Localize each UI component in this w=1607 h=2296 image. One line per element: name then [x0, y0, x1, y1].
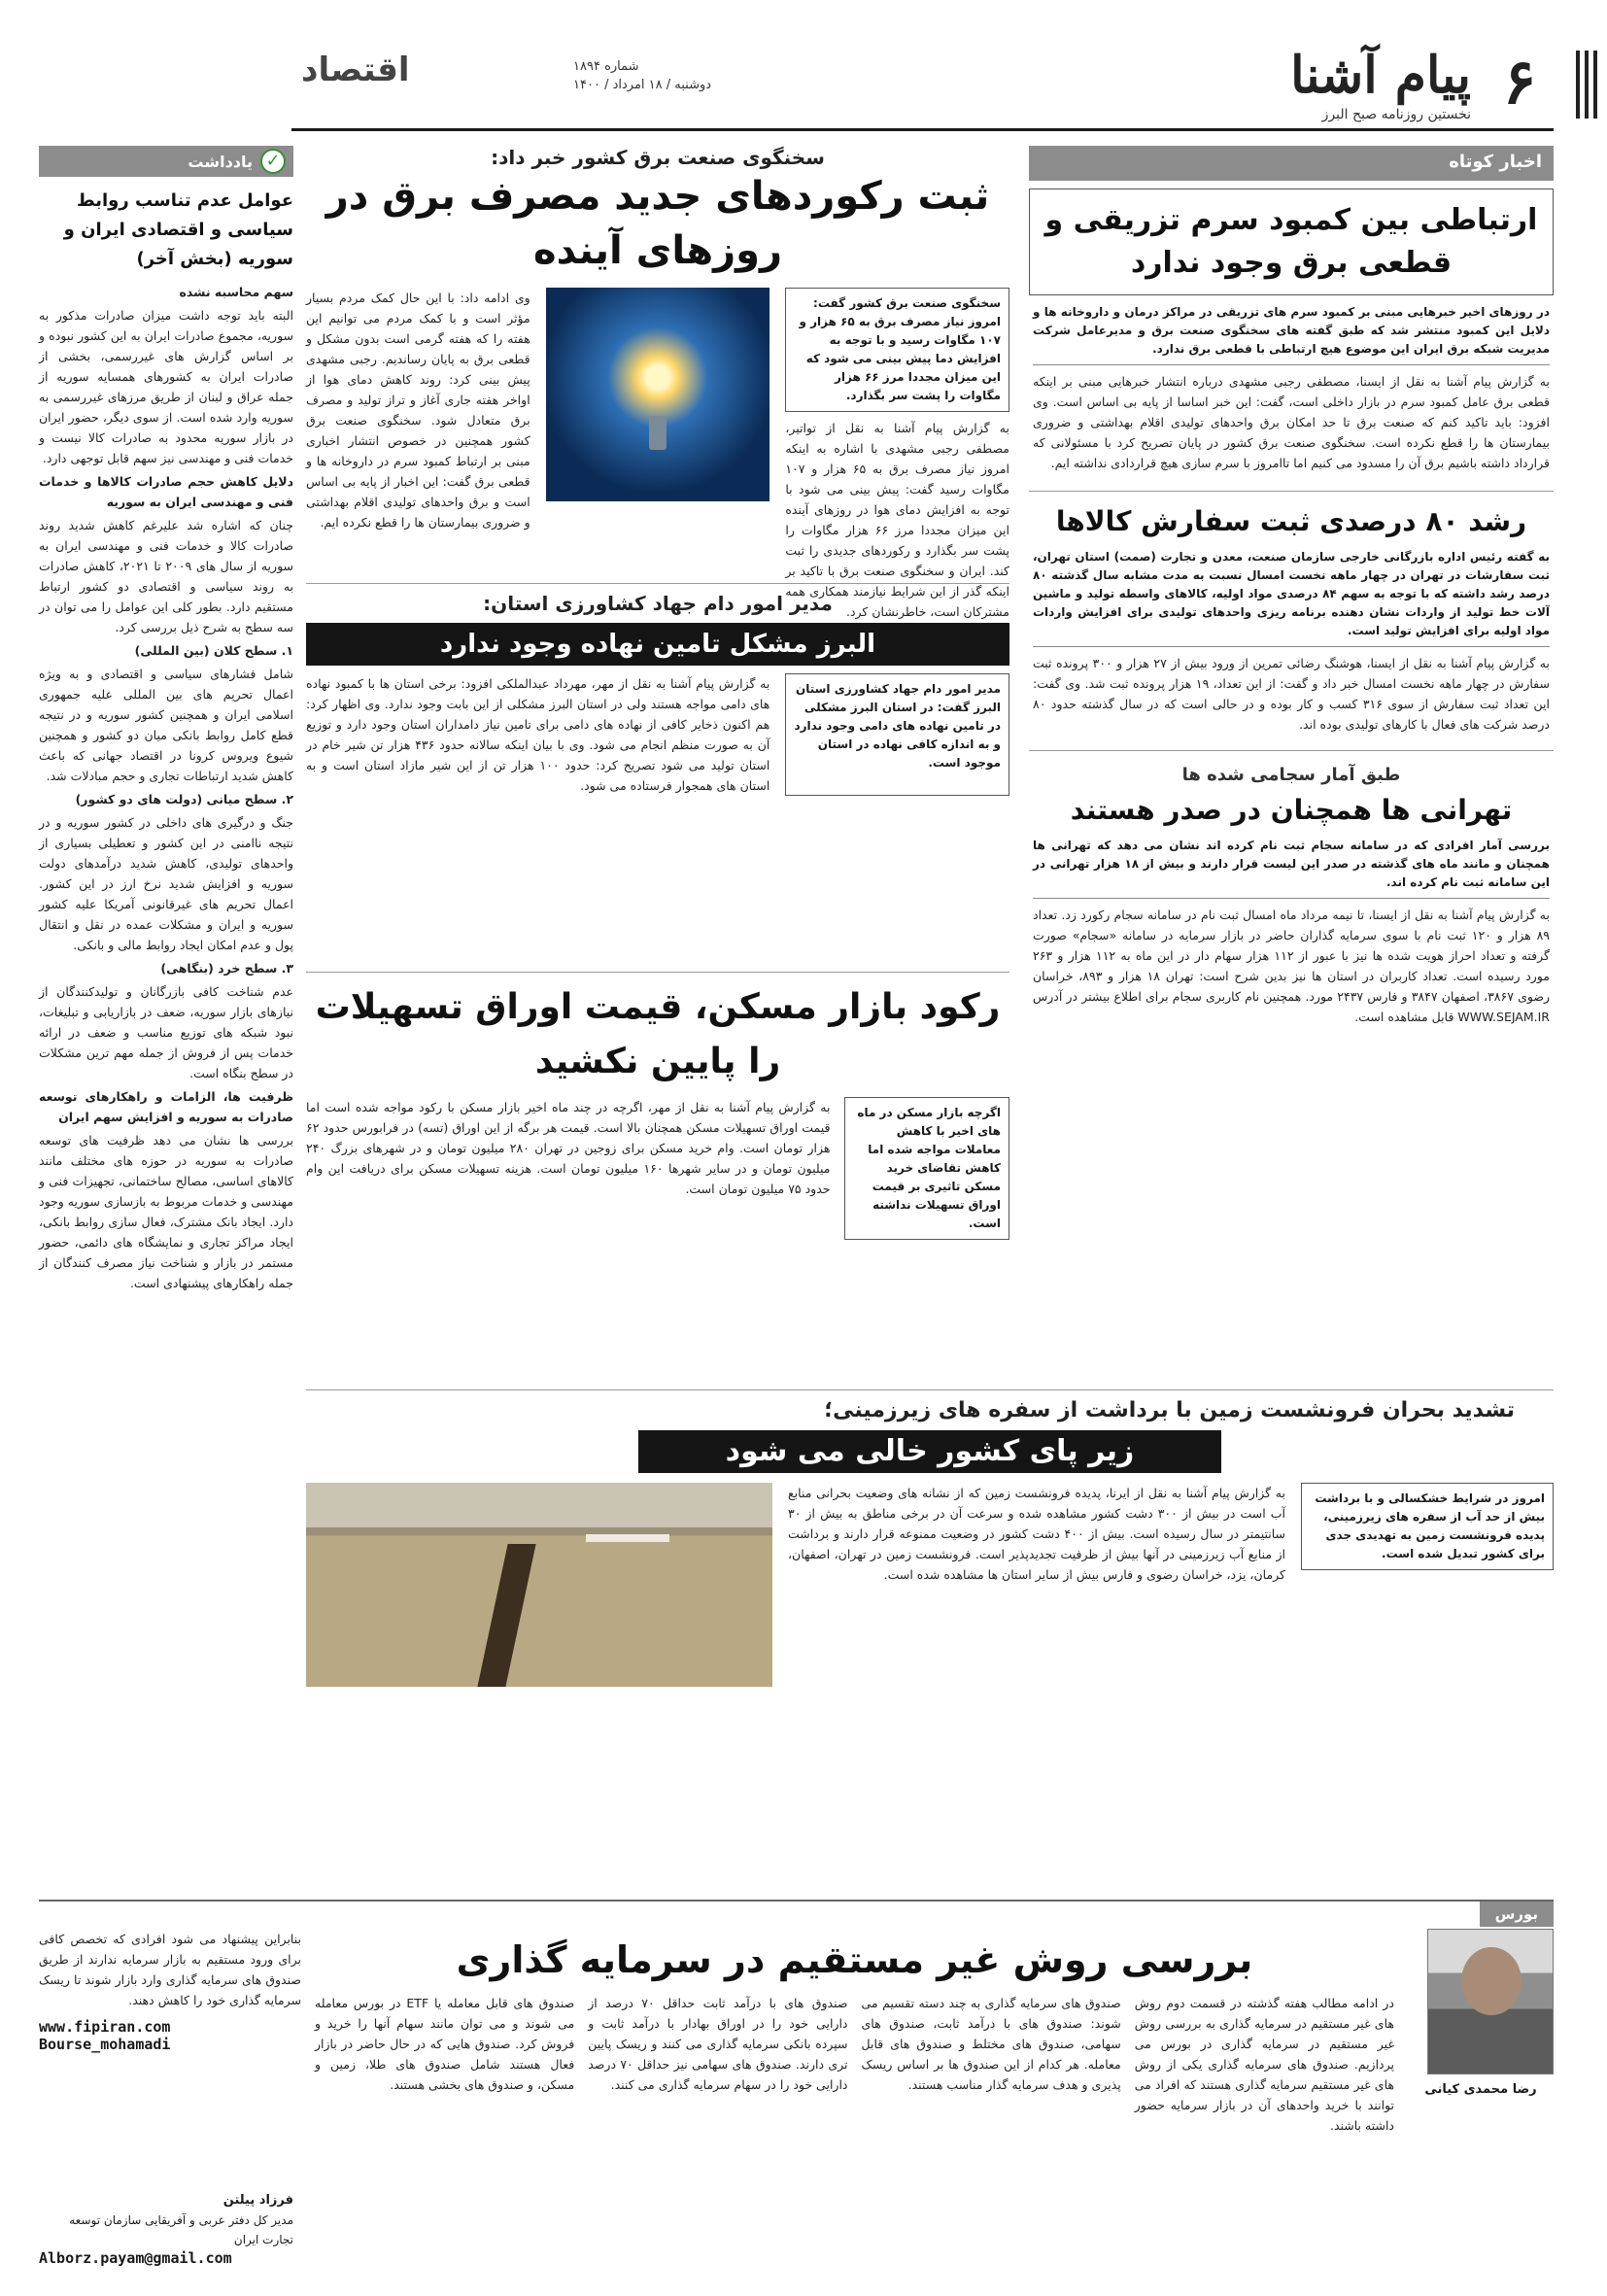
story-summary: به گفته رئیس اداره بازرگانی خارجی سازمان صنعت، معدن و تجارت (صمت) استان تهران، ثبت سفارشات در تهران در چهار ماهه نخست امسال نسبت به مدت مشابه سال گذشته ۸۰ درصد رشد داشته که با توجه به سهم ۸۴ درصدی مواد اولیه، کالاهای واسطه تولید و ماشین آلات خط تولید از واردات نشان دهنده برنامه ریزی واحدهای تولیدی برای افزایش واردات مواد اولیه برای افزایش تولید است.	[1033, 548, 1550, 647]
divider	[1029, 491, 1554, 492]
bourse-headline: بررسی روش غیر مستقیم در سرمایه گذاری	[456, 1938, 1253, 1981]
paragraph: صندوق های سرمایه گذاری به چند دسته تقسیم می شوند: صندوق های با درآمد ثابت، صندوق های سهامی، صندوق های مختلط و صندوق های قابل معامله. هر کدام از این صندوق ها بر اساس ریسک پذیری و هدف سرمایه گذار مناسب هستند.	[861, 1996, 1121, 2092]
subhead: دلایل کاهش حجم صادرات کالاها و خدمات فنی و مهندسی ایران به سوریه	[39, 474, 293, 509]
paragraph: صندوق های قابل معامله یا ETF در بورس معامله می شوند و می توان مانند سهام آنها را خرید و فروش کرد. صندوق هایی که در حال حاضر در بازار فعال هستند شامل صندوق های طلا، زمین و مسکن، و صندوق های بخشی هستند.	[315, 1996, 575, 2092]
paragraph: جنگ و درگیری های داخلی در کشور سوریه و در نتیجه ناامنی در این کشور و تعطیلی بسیاری از واحدهای تولیدی، کاهش شدید درآمدهای دولت سوریه و افزایش شدید نرخ ارز در این کشور. اعمال تحریم های غیرقانونی آمریکا علیه کشور سوریه و ایران و مشکلات عمده در نقل و انتقال پول و عدم امکان ایجاد روابط مالی و بانکی.	[39, 815, 293, 952]
paragraph: در ادامه مطالب هفته گذشته در قسمت دوم روش های غیر مستقیم در سرمایه گذاری به بررسی روش غیر مستقیم در سرمایه گذاری در بورس می پردازیم. صندوق های سرمایه گذاری یکی از روش های غیر مستقیم سرمایه گذاری هستند که افراد می توانند با خرید واحدهای آن در بازار سرمایه حضور داشته باشند.	[1134, 1996, 1394, 2133]
bourse-section	[39, 1900, 1554, 2240]
bourse-bar	[39, 1900, 1554, 1929]
story-summary: امروز در شرایط خشکسالی و با برداشت بیش از حد آب از سفره های زیرزمینی، پدیده فرونشست زمین به تهدیدی جدی برای کشور تبدیل شده است.	[1301, 1483, 1554, 1570]
housing-story	[306, 972, 1009, 1380]
story-body: به گزارش پیام آشنا به نقل از ایسنا، مصطفی رجبی مشهدی درباره انتشار خبرهایی مبنی بر اینکه قطعی برق عامل کمبود سرم در بازار داخلی است، گفت: این خبر اساسا از پایه بی اساس است. وی افزود: باید تاکید کنم که صنعت برق تا حد امکان برق واحدهای تولیدی اقلام بهداشتی و ضروری بیمارستان ها را قطع نکرده است. سخنگوی صنعت برق کشور در پایان تصریح کرد با مسئولانی که قرارداد داشته باشیم برق آن را مسدود می کنیم اما تاامروز با سرم سازی هیچ قراردادی نداشته ایم.	[1033, 374, 1550, 470]
bourse-label: بورس	[1480, 1902, 1554, 1927]
subhead: سهم محاسبه نشده	[179, 285, 293, 299]
instagram-handle[interactable]: Bourse_mohamadi	[39, 2036, 171, 2053]
story-summary: مدیر امور دام جهاد کشاورزی استان البرز گفت: در استان البرز مشکلی در تامین نهاده های دامی وجود ندارد و به اندازه کافی نهاده در استان موجود است.	[785, 673, 1009, 796]
opinion-label-bar	[39, 146, 293, 177]
author-name: فرزاد پیلتن	[222, 2193, 293, 2208]
story-body: وی ادامه داد: با این حال کمک مردم بسیار مؤثر است و با کمک مردم می توانیم این هفته را که هفته گرمی است بدون مشکل و قطعی برق به پایان رساندیم. رجبی مشهدی پیش بینی کرد: روند کاهش دمای هوا از اواخر هفته جاری آغاز و تراز تولید و مصرف برق متعادل شود. سخنگوی صنعت برق کشور همچنین در خصوص انتشار اخباری مبنی بر ارتباط کمبود سرم در داروخانه ها و قطعی برق گفت: این اخبار از پایه بی اساس است و برق واحدهای تولیدی اقلام بهداشتی و ضروری بیمارستان ها را قطع نکرده ایم.	[306, 291, 530, 530]
author-photo	[1427, 1929, 1554, 2074]
paragraph: بنابراین پیشنهاد می شود افرادی که تخصص کافی برای ورود مستقیم به بازار سرمایه ندارند از طریق صندوق های سرمایه گذاری وارد بازار شوند تا ریسک سرمایه گذاری خود را کاهش دهند.	[39, 1932, 301, 2007]
subhead: ظرفیت ها، الزامات و راهکارهای توسعه صادرات به سوریه و افزایش سهم ایران	[39, 1089, 293, 1124]
story-kicker: تشدید بحران فرونشست زمین با برداشت از سفره های زیرزمینی؛	[824, 1398, 1515, 1422]
paragraph: صندوق های با درآمد ثابت حداقل ۷۰ درصد از دارایی خود را در اوراق بهادار با درآمد ثابت و سپرده بانکی سرمایه گذاری می کنند و ریسک پایین تری دارند. صندوق های سهامی نیز حداقل ۷۰ درصد دارایی خود را در سهام سرمایه گذاری می کنند.	[588, 1996, 848, 2092]
paragraph: البته باید توجه داشت میزان صادرات مذکور به سوریه، مجموع صادرات ایران به این کشور نبوده و بر اساس گزارش های غیررسمی، بخشی از صادرات ایران به کشورهای همسایه سوریه از جمله عراق و لبنان از طریق مرزهای غیررسمی به سوریه وارد شده است. از سوی دیگر، حضور ایران در بازار سوریه محدود به صادرات کالا نیست و خدمات فنی و مهندسی نیز سهم قابل توجهی دارد.	[39, 308, 293, 465]
story-headline: ثبت رکوردهای جدید مصرف برق در روزهای آینده	[325, 174, 990, 273]
story-kicker: طبق آمار سجامی شده ها	[1181, 765, 1401, 785]
masthead	[291, 39, 1554, 131]
page-number: ۶	[1502, 46, 1537, 119]
story-summary: اگرچه بازار مسکن در ماه های اخیر با کاهش معاملات مواجه شده اما کاهش تقاضای خرید مسکن تاثیری بر قیمت اوراق تسهیلات نداشته است.	[844, 1097, 1010, 1240]
story-summary: بررسی آمار افرادی که در سامانه سجام ثبت نام کرده اند نشان می دهد که تهرانی ها همچنان و مانند ماه های گذشته در صدر این لیست قرار دارند و بیش از ۱۸ هزار تهرانی در این سامانه ثبت نام کرده اند.	[1033, 837, 1550, 899]
paragraph: چنان که اشاره شد علیرغم کاهش شدید روند صادرات کالا و خدمات فنی و مهندسی ایران به سوریه از سال های ۲۰۰۹ تا ۲۰۲۱، کاهش صادرات به روند سیاسی و اقتصادی دو کشور ارتباط مستقیم دارد. بطور کلی این عوامل را می توان در سه سطح به شرح ذیل بررسی کرد.	[39, 518, 293, 634]
ground-crack-image	[306, 1483, 772, 1687]
story-headline: زیر پای کشور خالی می شود	[638, 1430, 1221, 1473]
divider	[1029, 750, 1554, 751]
opinion-author-block	[39, 2191, 293, 2269]
story-headline: ارتباطی بین کمبود سرم تزریقی و قطعی برق وجود ندارد	[1044, 203, 1538, 280]
story-body: به گزارش پیام آشنا به نقل از ایرنا، پدیده فرونشست زمین که از نشانه های وضعیت بحرانی منابع آب است در بیش از ۳۰۰ دشت کشور مشاهده شده و سرعت آن در برخی مناطق به بیش از ۳۰ سانتیمتر در سال رسیده است. بیش از ۴۰۰ دشت کشور در وضعیت ممنوعه قرار دارند و برداشت از منابع آب زیرزمینی در آنها بیش از ظرفیت تجدیدپذیر است. فرونشست زمین در تهران، اصفهان، کرمان، یزد، خراسان رضوی و فارس بیش از سایر استان ها مشاهده شده است.	[788, 1486, 1285, 1582]
story-headline: رکود بازار مسکن، قیمت اوراق تسهیلات را پایین نکشید	[315, 987, 1001, 1081]
story-body: به گزارش پیام آشنا به نقل از مهر، اگرچه در چند ماه اخیر بازار مسکن با رکود مواجه شده است اما قیمت اوراق تسهیلات مسکن همچنان بالا است. قیمت هر برگه از این اوراق (تسه) در فرابورس حدود ۶۲ هزار تومان است. وام خرید مسکن برای زوجین در تهران ۲۸۰ میلیون تومان و در شهرهای بزرگ ۲۴۰ میلیون تومان و در سایر شهرها ۱۶۰ میلیون تومان است. هزینه تسهیلات مسکن برای دریافت این وام حدود ۷۵ میلیون تومان است.	[306, 1100, 831, 1196]
story-kicker: سخنگوی صنعت برق کشور خبر داد:	[491, 146, 825, 169]
story-body: به گزارش پیام آشنا به نقل از ایسنا، هوشنگ رضائی تمرین از ورود بیش از ۲۷ هزار و ۳۰۰ پرونده ثبت سفارش در چهار ماهه نخست امسال خبر داد و گفت: از این تعداد، ۱۹ هزار پرونده ثبت شد. وی گفت: این تعداد ثبت سفارش از سوی ۳۱۶ کسب و کار بوده و در حالی است که در سال گذشته حدود ۸۰ درصد شرکت های فعال با کارهای تولیدی بوده اند.	[1033, 656, 1550, 732]
opinion-title: عوامل عدم تناسب روابط سیاسی و اقتصادی ایران و سوریه (بخش آخر)	[63, 190, 293, 269]
email-address[interactable]: Alborz.payam@gmail.com	[39, 2249, 232, 2267]
newspaper-logo: پیام آشنا	[1290, 46, 1471, 105]
subhead: ۲. سطح میانی (دولت های دو کشور)	[75, 792, 293, 806]
story-headline: تهرانی ها همچنان در صدر هستند	[1070, 794, 1513, 826]
opinion-label: یادداشت	[188, 152, 253, 171]
subhead: ۳. سطح خرد (بنگاهی)	[160, 961, 293, 976]
issue-number: شماره ۱۸۹۴	[573, 59, 639, 74]
lightbulb-image	[546, 288, 770, 501]
subhead: ۱. سطح کلان (بین المللی)	[134, 643, 293, 658]
paragraph: بررسی ها نشان می دهد ظرفیت های توسعه صادرات به سوریه در حوزه های مختلف مانند کالاهای اساسی، مصالح ساختمانی، تجهیزات فنی و مهندسی و خدمات مربوط به بازسازی سوریه وجود دارد. ایجاد بانک مشترک، فعال سازی روابط بانکی، ایجاد مراکز تجاری و نمایشگاه های دائمی، حضور مستمر در بازار و شناخت نیاز مصرف کنندگان از جمله راهکارهای پیشنهادی است.	[39, 1133, 293, 1290]
story-summary: سخنگوی صنعت برق کشور گفت: امروز نیاز مصرف برق به ۶۵ هزار و ۱۰۷ مگاوات رسید و با توجه به افزایش دما پیش بینی می شود که این میزان مجددا مرز ۶۶ هزار مگاوات را پشت سر بگذارد.	[785, 288, 1009, 412]
story-kicker: مدیر امور دام جهاد کشاورزی استان:	[483, 592, 833, 615]
story-body: به گزارش پیام آشنا به نقل از تواتیر، مصطفی رجبی مشهدی با اشاره به اینکه امروز نیاز مصرف برق به ۶۵ هزار و ۱۰۷ مگاوات رسید گفت: پیش بینی می شود با توجه به افزایش دمای هوا در روزهای آینده این میزان مجددا مرز ۶۶ هزار مگاوات را پشت سر بگذارد و رکوردهای جدیدی را ثبت کند. ایران و سخنگوی صنعت برق با تاکید بر اینکه گذر از این شرایط نیازمند همکاری همه مشترکان است، خاطرنشان کرد.	[785, 421, 1009, 619]
story-body: به گزارش پیام آشنا به نقل از ایسنا، تا نیمه مرداد ماه امسال ثبت نام در سامانه سجام رکورد زد. تعداد ۸۹ هزار و ۱۲۰ ثبت نام با سوی سرمایه گذاران حاضر در بازار سرمایه در سامانه «سجام» صورت گرفته و تعداد احراز هویت شده ها نیز با عبور از ۱۱۲ هزار سهام دار در این ماه به ۱۱۲ هزار و ۲۶۳ مورد رسیده است. تعداد کاربران در استان ها نیز بدین شرح است: تهران ۱۸ هزار و ۸۹۳، خراسان رضوی ۳۸۶۷، اصفهان ۳۸۴۷ و فارس ۲۴۳۷ مورد. همچنین نام کاربری سجام برای اطلاع بیشتر در آدرس WWW.SEJAM.IR قابل مشاهده است.	[1033, 908, 1550, 1024]
issue-date: دوشنبه / ۱۸ امرداد / ۱۴۰۰	[573, 78, 712, 92]
website-link[interactable]: www.fipiran.com	[39, 2018, 171, 2036]
check-icon: ✓	[260, 149, 286, 174]
decorative-bars	[1568, 51, 1597, 119]
section-label: اخبار کوتاه	[1029, 146, 1554, 181]
author-name: رضا محمدی کیانی	[1424, 2082, 1537, 2097]
story-headline: البرز مشکل تامین نهاده وجود ندارد	[306, 623, 1009, 666]
story-headline: رشد ۸۰ درصدی ثبت سفارش کالاها	[1055, 505, 1527, 537]
subsidence-story	[306, 1389, 1554, 1885]
paragraph: عدم شناخت کافی بازرگانان و تولیدکنندگان از نیازهای بازار سوریه، ضعف در بازاریابی و تبلیغات، نبود شبکه های توزیع مناسب و ضعف در ارائه خدمات پس از فروش از جمله مهم ترین مشکلات در سطح بنگاه است.	[39, 984, 293, 1080]
brief-story-1	[1029, 188, 1554, 295]
paragraph: شامل فشارهای سیاسی و اقتصادی و به ویژه اعمال تحریم های بین المللی علیه جمهوری اسلامی ایران و همچنین کشور سوریه و در نتیجه قطع کامل روابط بانکی میان دو کشور و همچنین شیوع ویروس کرونا در اقتصاد جهانی که باعث کاهش شدید ارتباطات تجاری و حجم مبادلات شد.	[39, 667, 293, 783]
story-summary: در روزهای اخیر خبرهایی مبنی بر کمبود سرم های تزریقی در مراکز درمان و داروخانه ها و دلایل این کمبود منتشر شد که طبق گفته های سخنگوی صنعت برق و مدیرعامل شرکت مدیریت شبکه برق ایران این موضوع هیچ ارتباطی با قطعی برق ندارد.	[1033, 303, 1550, 365]
story-body: به گزارش پیام آشنا به نقل از مهر، مهرداد عبدالملکی افزود: برخی استان ها با کمبود نهاده های دامی مواجه هستند ولی در استان البرز مشکلی از این بابت وجود ندارد. وی اظهار کرد: هم اکنون ذخایر کافی از نهاده های دامی برای تامین نیاز دامداران استان وجود دارد و توزیع آن به صورت منظم انجام می شود. وی با بیان اینکه سالانه حدود ۴۳۶ هزار تن شیر خام در استان تولید می شود تصریح کرد: حدود ۱۰۰ هزار تن از این شیر مازاد استان است و به استان های همجوار فرستاده می شود.	[306, 676, 770, 793]
tagline: نخستین روزنامه صبح البرز	[1321, 107, 1471, 122]
livestock-story	[306, 583, 1009, 962]
section-title: اقتصاد	[301, 51, 410, 89]
author-title: مدیر کل دفتر عربی و آفریقایی سازمان توسعه تجارت ایران	[69, 2213, 293, 2246]
